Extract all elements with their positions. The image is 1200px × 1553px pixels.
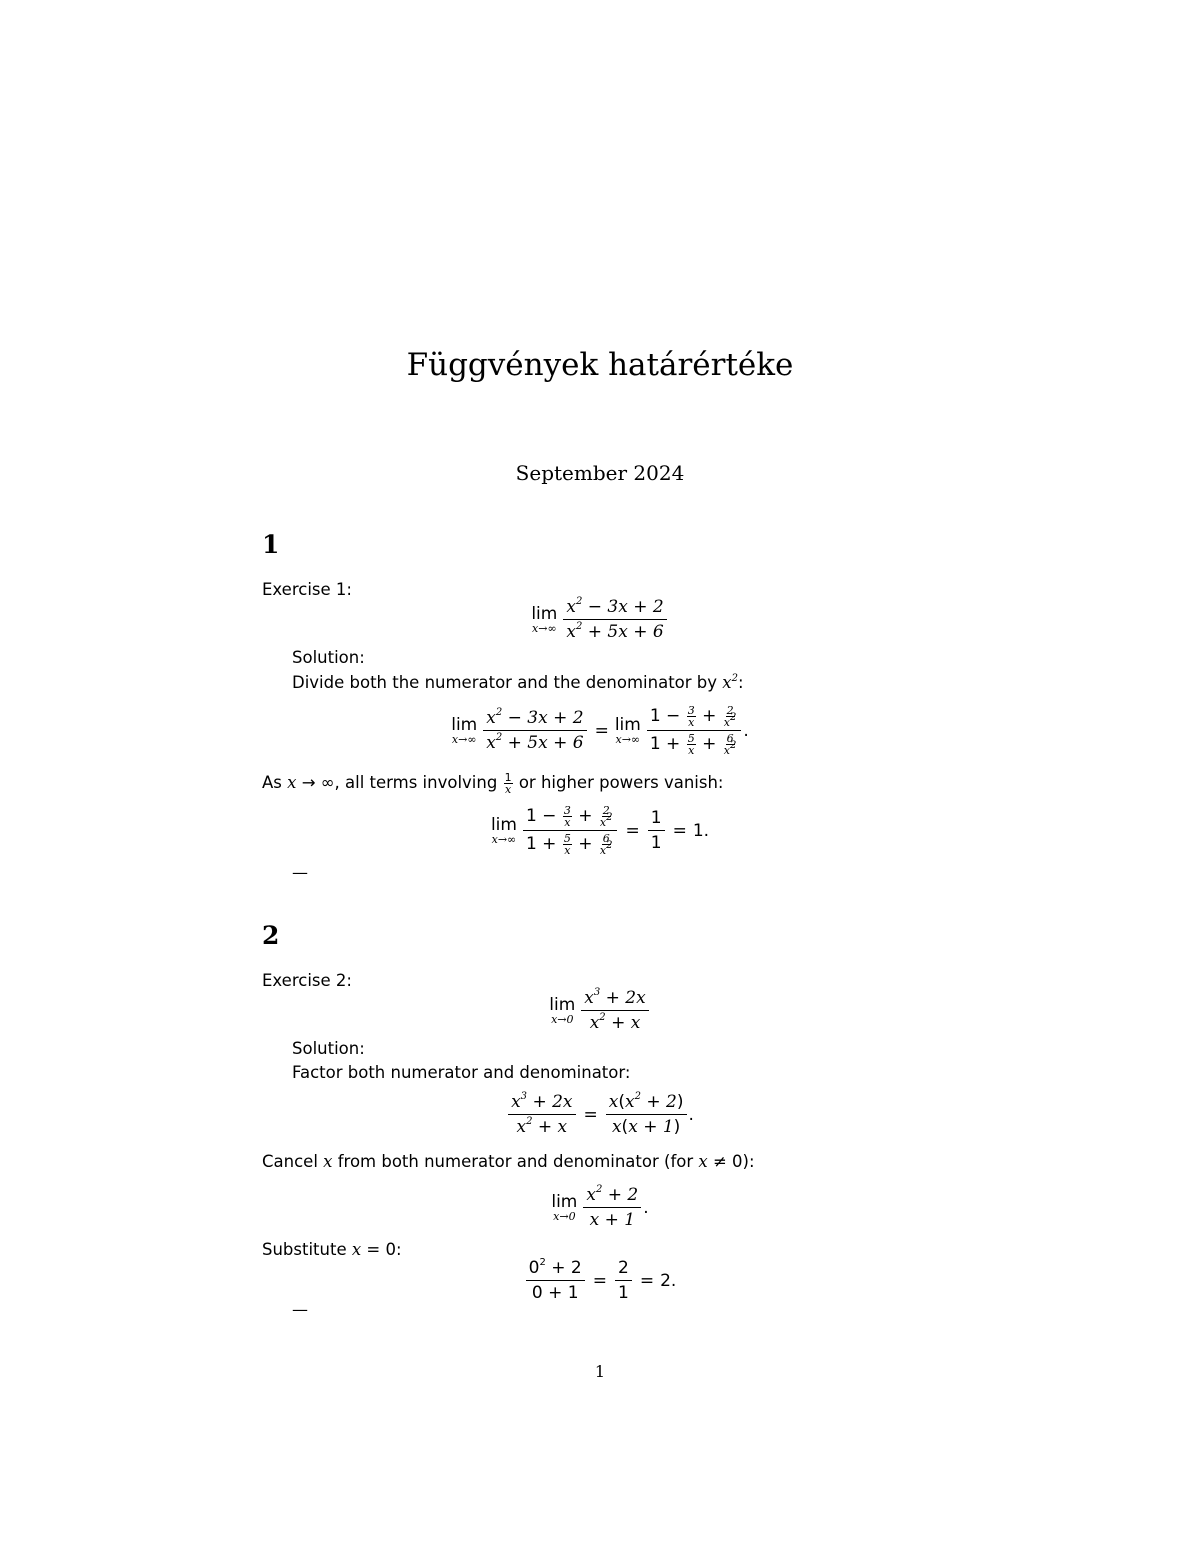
solution-1-step2-post: or higher powers vanish:	[518, 773, 724, 792]
solution-2-step2: Cancel x from both numerator and denominator (for x ≠ 0):	[262, 1152, 755, 1171]
solution-2-equation-b: lim x→0 $\frac{x^2 + 2}{x + 1}$ .	[551, 1184, 649, 1230]
solution-1-step1-text: Divide both the numerator and the denominator by	[292, 673, 718, 692]
solution-1-step1: Divide both the numerator and the denominator by $x^2$:	[292, 672, 744, 692]
solution-1-step2-mid: , all terms involving	[334, 773, 498, 792]
solution-2-equation-c: $\frac{0^2 + 2}{0 + 1}$ = $\frac{2}{1}$ = 2.	[0, 1258, 1200, 1303]
solution-1-step2-pre: As	[262, 773, 282, 792]
page-date: September 2024	[515, 461, 685, 485]
solution-2-step2-post: from both numerator and denominator (for	[337, 1152, 694, 1171]
solution-2-equation-a: $\frac{x^3 + 2x}{x^2 + x}$ = $\frac{x(x^2 + 2)}{x(x + 1)}$ .	[0, 1092, 1200, 1137]
solution-1-step2: As x → ∞, all terms involving $\frac{1}{x}$ or higher powers vanish:	[262, 771, 724, 796]
solution-2-step1: Factor both numerator and denominator:	[292, 1063, 631, 1082]
exercise-2-label: Exercise 2:	[262, 971, 352, 990]
section-1-heading: 1	[262, 530, 280, 559]
section-1-separator: —	[292, 863, 308, 882]
solution-2-step3-text: Substitute	[262, 1240, 347, 1259]
solution-2-step2-pre: Cancel	[262, 1152, 318, 1171]
section-2-heading: 2	[262, 921, 280, 950]
solution-2-label: Solution:	[292, 1039, 365, 1058]
section-2-separator: —	[292, 1300, 308, 1319]
solution-1-equation-a: lim x→∞ $\frac{x^2 - 3x + 2}{x^2 + 5x + 6}$ = lim x→∞ 1 − $\frac{3}{x}$ + $\frac{2}{x^2}$ 1 + $\frac{5}{x}$ + $\frac{6}{x^2}$ .	[451, 704, 749, 757]
exercise-1-label: Exercise 1:	[262, 580, 352, 599]
solution-1-equation-b: lim x→∞ 1 − $\frac{3}{x}$ + $\frac{2}{x^2}$ 1 + $\frac{5}{x}$ + $\frac{6}{x^2}$ = $\frac{1}{1}$ = 1.	[490, 804, 710, 857]
solution-1-label: Solution:	[292, 648, 365, 667]
solution-2-step3: Substitute x = 0:	[262, 1240, 402, 1259]
page-title: Függvények határértéke	[406, 347, 794, 383]
exercise-1-equation: lim x→∞ $\frac{x^2 - 3x + 2}{x^2 + 5x + 6}$	[0, 597, 1200, 642]
page-number: 1	[594, 1362, 606, 1381]
exercise-2-equation: lim x→0 $\frac{x^3 + 2x}{x^2 + x}$	[0, 988, 1200, 1033]
